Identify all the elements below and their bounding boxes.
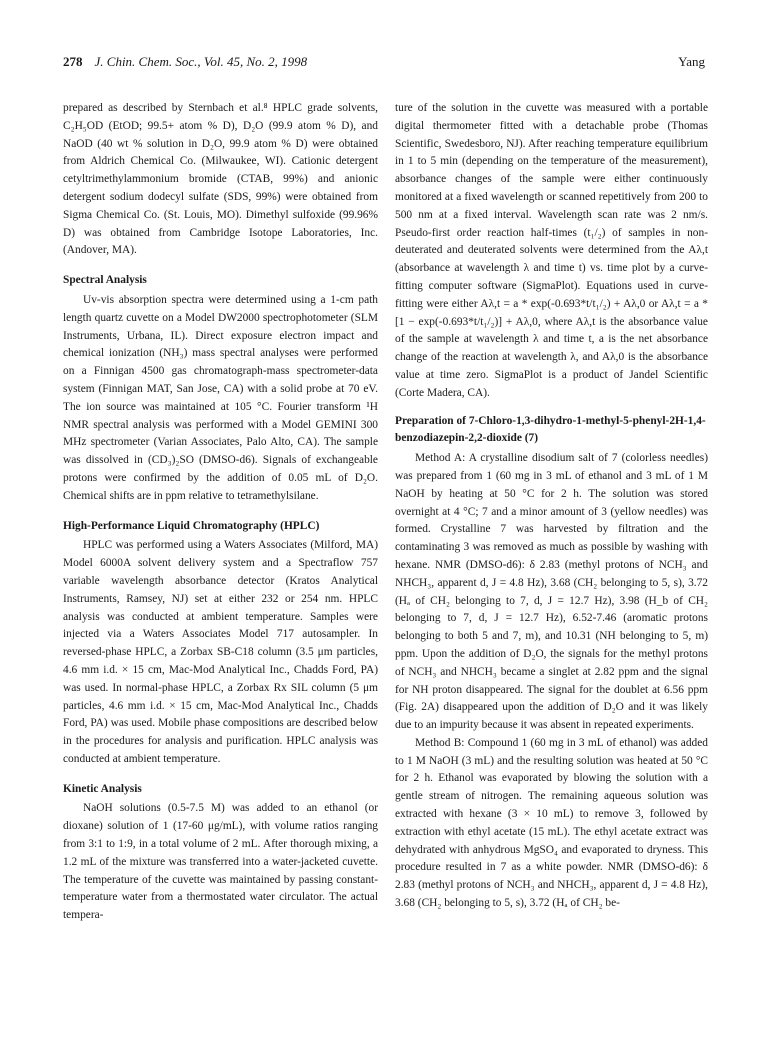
left-column [63,100,378,925]
kinetic-paragraph: NaOH solutions (0.5-7.5 M) was added to an ethanol (or dioxane) solution of 1 (17-60 μg/mL), with volume ratios ranging from 3:1 to 1:9, in a total volume of 2 mL. After thorough mixing, a 1.2 mL of the mixture was transferred into a water-jacketed cuvette. The temperature of the cuvette was maintained by passing constant-temperature water from a thermostated water circulator. The actual tempera- [63,802,378,922]
section-heading-preparation: Preparation of 7-Chloro-1,3-dihydro-1-methyl-5-phenyl-2H-1,4-benzodiazepin-2,2-dioxide (7) [395,414,706,445]
header-left [63,54,307,70]
running-header [63,54,705,76]
section-heading-spectral: Spectral Analysis [63,274,147,287]
intro-paragraph: prepared as described by Sternbach et al.⁸ HPLC grade solvents, C₂H₅OD (EtOD; 99.5+ atom % D), D₂O (99.9 atom % D), and NaOD (40 wt % solution in D₂O, 99.9 atom % D) were obtained from Aldrich Chemical Co. (Milwaukee, WI). Cationic detergent cetyltrimethylammonium bromide (CTAB, 99%) and anionic detergent sodium dodecyl sulfate (SDS, 99%) were obtained from Sigma Chemical Co. (St. Louis, MO). Dimethyl sulfoxide (99.96% D) was obtained from Cambridge Isotope Laboratories, Inc. (Andover, MA). [63,102,378,257]
hplc-paragraph: HPLC was performed using a Waters Associates (Milford, MA) Model 6000A solvent delivery system and a Spectraflow 757 variable wavelength absorbance detector (Kratos Analytical Instruments, Ramsey, NJ) set at either 232 or 254 nm. HPLC analysis was conducted at ambient temperature. Samples were injected via a Waters Associates Model 717 autosampler. In reversed-phase HPLC, a Zorbax SB-C18 column (3.5 μm particles, 4.6 mm i.d. × 15 cm, Mac-Mod Analytical Inc., Chadds Ford, PA) was used. In normal-phase HPLC, a Zorbax Rx SIL column (5 μm particles, 4.6 mm i.d. × 15 cm, Mac-Mod Analytical Inc., Chadds Ford, PA) was used. Mobile phase compositions are described below in the procedures for analysis and purification. HPLC analysis was conducted at ambient temperature. [63,539,378,765]
author-name: Yang [678,54,705,69]
kinetic-continued-paragraph: ture of the solution in the cuvette was measured with a portable digital thermometer fitted with a detachable probe (Thomas Scientific, Swedesboro, NJ). After reaching temperature equilibrium in 1 to 5 min (depending on the temperature of the measurement), absorbance changes of the sample were either continuously monitored at a fixed wavelength or scanned repetitively from 200 to 500 nm at a fixed interval. Wavelength scan rate was 2 nm/s. Pseudo-first order reaction half-times (t₁/₂) of samples in non-deuterated and deuterated solvents were determined from the Aλ,t (absorbance at wavelength λ and time t) vs. time plot by a curve-fitting computer software (SigmaPlot). Equations used in curve-fitting were either Aλ,t = a * exp(-0.693*t/t₁/₂) + Aλ,0 or Aλ,t = a *[1 − exp(-0.693*t/t₁/₂)] + Aλ,0, where Aλ,t is the absorbance value of the sample at wavelength λ and time t, a is the net absorbance change of the reaction at wavelength λ, and Aλ,0 is the absorbance value at time zero. SigmaPlot is a product of Jandel Scientific (Corte Madera, CA). [395,102,708,399]
method-b-paragraph: Method B: Compound 1 (60 mg in 3 mL of ethanol) was added to 1 M NaOH (3 mL) and the resulting solution was heated at 50 °C for 2 h. Ethanol was evaporated by blowing the solution with a gentle stream of nitrogen. The remaining aqueous solution was extracted with hexane (3 × 10 mL) to remove 3, followed by extraction with ethyl acetate (15 mL). The ethyl acetate extract was dehydrated with anhydrous MgSO₄ and evaporated to dryness. This procedure resulted in 7 as a white powder. NMR (DMSO-d6): δ 2.83 (methyl protons of NCH₃ and NHCH₃, apparent d, J = 4.8 Hz), 3.68 (CH₂ belonging to 5, s), 3.72 (Hₐ of CH₂ be- [395,736,708,910]
journal-citation: J. Chin. Chem. Soc., Vol. 45, No. 2, 1998 [94,54,308,69]
spectral-paragraph: Uv-vis absorption spectra were determined using a 1-cm path length quartz cuvette on a Model DW2000 spectrophotometer (SLM Instruments, Urbana, IL). Direct exposure electron impact and chemical ionization (NH₃) mass spectral analyses were performed on a Finnigan 4500 gas chromatograph-mass spectrometer-data system (Finnigan MAT, San Jose, CA) with a solid probe at 70 eV. The ion source was maintained at 105 °C. Fourier transform ¹H NMR spectral analysis was performed with a Model GEMINI 300 MHz spectrometer (Varian Associates, Palo Alto, CA). The sample was dissolved in (CD₃)₂SO (DMSO-d6). Signals of exchangeable protons were confirmed by the addition of 0.05 mL of D₂O. Chemical shifts are in ppm relative to tetramethylsilane. [63,293,378,502]
right-column [395,100,708,913]
section-heading-kinetic: Kinetic Analysis [63,782,142,795]
method-a-paragraph: Method A: A crystalline disodium salt of 7 (colorless needles) was prepared from 1 (60 mg in 3 mL of ethanol and 3 mL of 1 M NaOH by heating at 50 °C for 2 h. The solution was stored overnight at 4 °C; 7 and a minor amount of 3 (yellow needles) was formed. Crystalline 7 was harvested by filtration and the contaminating 3 was removed as much as possible by washing with hexane. NMR (DMSO-d6): δ 2.83 (methyl protons of NCH₃ and NHCH₃, apparent d, J = 4.8 Hz), 3.68 (CH₂ belonging to 5, s), 3.72 (Hₐ of CH₂ belonging to 7, d, J = 12.7 Hz), 3.98 (H_b of CH₂ belonging to 7, d, J = 12.7 Hz), 6.52-7.46 (aromatic protons belonging to both 5 and 7, m), and 10.31 (NH belonging to 5, m) ppm. Upon the addition of D₂O, the signals for the methyl protons of NCH₃ and NHCH₃ became a singlet at 2.82 ppm and the signal for NH proton disappeared. The signal for the doublet at 6.56 ppm (Fig. 2A) disappeared upon the addition of D₂O and it was likely due to an impurity because it was absent in repeated experiments. [395,452,708,732]
section-heading-hplc: High-Performance Liquid Chromatography (HPLC) [63,519,320,532]
page-number: 278 [63,54,83,69]
